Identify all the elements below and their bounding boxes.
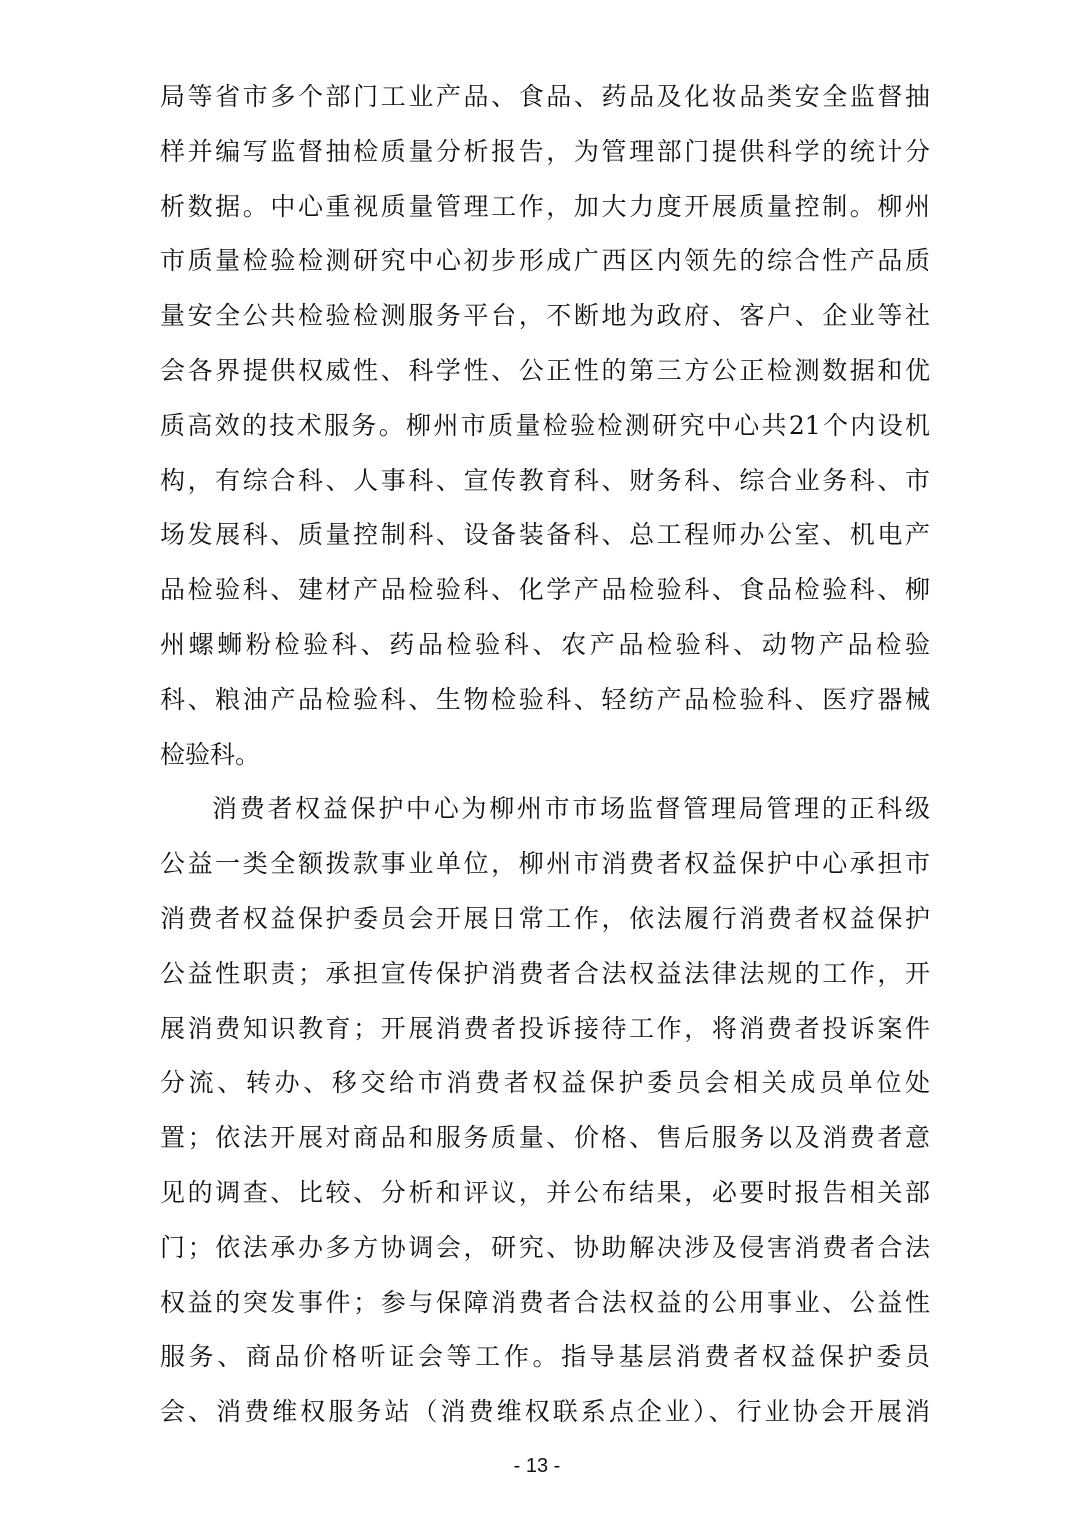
body-text: [160, 70, 930, 1440]
paragraph-1: [160, 70, 930, 782]
text-line: 公益性职责；承担宣传保护消费者合法权益法律法规的工作，开: [160, 958, 930, 988]
text-line: 消费者权益保护委员会开展日常工作，依法履行消费者权益保护: [160, 903, 930, 933]
text-line: 置；依法开展对商品和服务质量、价格、售后服务以及消费者意: [160, 1123, 930, 1153]
text-line: 权益的突发事件；参与保障消费者合法权益的公用事业、公益性: [160, 1287, 930, 1317]
text-line: 市质量检验检测研究中心初步形成广西区内领先的综合性产品质: [160, 246, 930, 276]
text-line: 品检验科、建材产品检验科、化学产品检验科、食品检验科、柳: [160, 575, 930, 605]
text-line: 科、粮油产品检验科、生物检验科、轻纺产品检验科、医疗器械: [160, 684, 930, 714]
text-line: 量安全公共检验检测服务平台，不断地为政府、客户、企业等社: [160, 301, 930, 331]
paragraph-2: [160, 782, 930, 1440]
text-line: 检验科。: [160, 739, 261, 769]
text-line: 质高效的技术服务。柳州市质量检验检测研究中心共21个内设机: [160, 410, 930, 440]
text-line: 会、消费维权服务站（消费维权联系点企业）、行业协会开展消: [160, 1397, 930, 1427]
text-line: 构，有综合科、人事科、宣传教育科、财务科、综合业务科、市: [160, 465, 930, 495]
text-line: 展消费知识教育；开展消费者投诉接待工作，将消费者投诉案件: [160, 1013, 930, 1043]
text-line: 场发展科、质量控制科、设备装备科、总工程师办公室、机电产: [160, 520, 930, 550]
text-line: 服务、商品价格听证会等工作。指导基层消费者权益保护委员: [160, 1342, 930, 1372]
text-line: 分流、转办、移交给市消费者权益保护委员会相关成员单位处: [160, 1068, 930, 1098]
text-line: 见的调查、比较、分析和评议，并公布结果，必要时报告相关部: [160, 1177, 930, 1207]
text-line: 消费者权益保护中心为柳州市市场监督管理局管理的正科级: [212, 794, 930, 824]
text-line: 州螺蛳粉检验科、药品检验科、农产品检验科、动物产品检验: [160, 629, 930, 659]
text-line: 会各界提供权威性、科学性、公正性的第三方公正检测数据和优: [160, 355, 930, 385]
text-line: 门；依法承办多方协调会，研究、协助解决涉及侵害消费者合法: [160, 1232, 930, 1262]
text-line: 析数据。中心重视质量管理工作，加大力度开展质量控制。柳州: [160, 191, 930, 221]
text-line: 样并编写监督抽检质量分析报告，为管理部门提供科学的统计分: [160, 136, 930, 166]
page-number: - 13 -: [513, 1455, 561, 1477]
text-line: 公益一类全额拨款事业单位，柳州市消费者权益保护中心承担市: [160, 849, 930, 879]
text-line: 局等省市多个部门工业产品、食品、药品及化妆品类安全监督抽: [160, 82, 930, 111]
